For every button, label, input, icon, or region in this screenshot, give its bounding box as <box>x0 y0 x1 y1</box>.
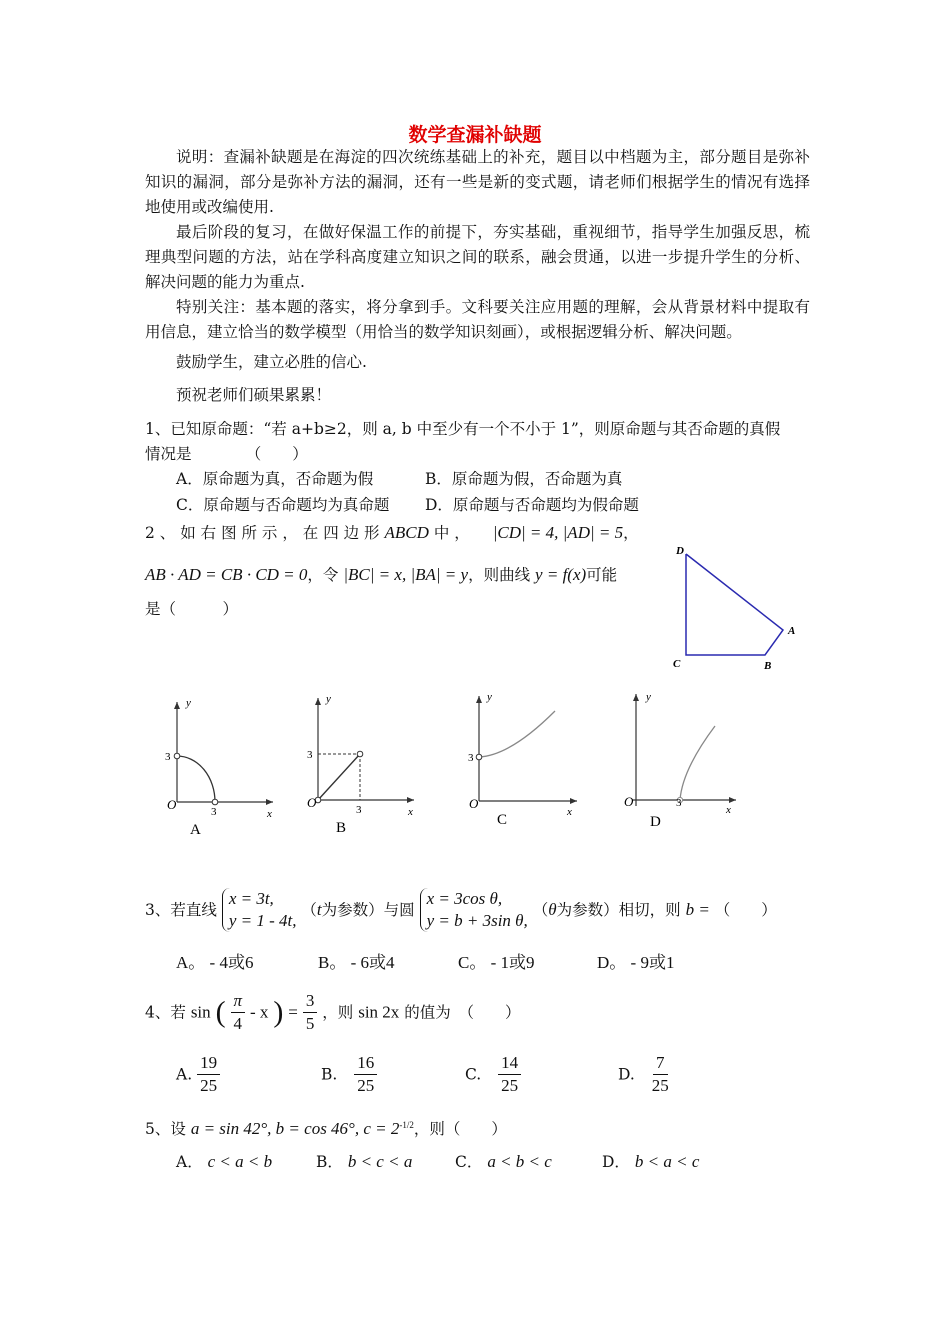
q3-ask: b = <box>685 900 710 919</box>
rising-curve <box>680 726 715 800</box>
tick-label: 3 <box>307 749 313 761</box>
vertex-a-label: A <box>788 625 796 637</box>
q4-sin2x: sin 2x <box>358 1002 400 1022</box>
q2-stem-line1 <box>145 522 639 544</box>
q3-line-eq-y: y = 1 - 4t, <box>228 911 297 930</box>
intro-paragraph-5: 预祝老师们硕果累累！ <box>176 386 332 404</box>
q4-option-d-den: 25 <box>651 1076 669 1095</box>
q1-option-c: C．原命题与否命题均为真命题 <box>176 496 390 514</box>
intro-paragraph-1: 说明：查漏补缺题是在海淀的四次统练基础上的补充，题目以中档题为主，部分题目是弥补知识的漏洞，部分是弥补方法的漏洞，还有一些是新的变式题，请老师们根据学生的情况有选择地使用或改编使用. <box>145 148 810 216</box>
q4-option-c-den: 25 <box>501 1076 519 1095</box>
q3-param-theta-var: θ <box>548 900 557 919</box>
q1-option-d: D．原命题与否命题均为假命题 <box>425 496 639 514</box>
y-axis-arrow <box>315 698 321 705</box>
rising-curve <box>479 711 555 757</box>
q3-param-theta-open: （ <box>532 901 549 919</box>
q4-lead: 4、若 <box>145 1003 186 1022</box>
q4-option-d-fraction <box>652 1052 669 1097</box>
quadrilateral-outline <box>686 554 783 655</box>
q1-option-b: B．原命题为假，否命题为真 <box>425 470 623 488</box>
q5-lead: 5、设 <box>145 1120 186 1139</box>
q4-value: 的值为 （ ） <box>404 1003 521 1022</box>
graph-label: A <box>190 822 201 838</box>
x-axis-arrow <box>729 797 736 803</box>
q2-stem-line3: 是（ ） <box>145 600 239 618</box>
q5-option-a-expr: c < a < b <box>207 1152 273 1171</box>
q4-sin: sin <box>190 1002 211 1022</box>
graph-option-c <box>455 686 590 836</box>
q4-option-a <box>176 1052 220 1097</box>
graph-option-a <box>155 690 280 840</box>
q4-option-a-num: 19 <box>197 1052 220 1075</box>
q5-exponent: -1/2 <box>399 1120 414 1130</box>
q3-param-theta-text: 为参数）相切，则 <box>556 901 681 919</box>
x-axis-arrow <box>407 797 414 803</box>
open-point <box>357 751 363 757</box>
q4-option-b-fraction <box>354 1052 377 1097</box>
q5-option-b <box>316 1151 412 1173</box>
q3-lead: 3、若直线 <box>145 901 217 919</box>
intro-paragraph-3: 特别关注：基本题的落实，将分拿到手。文科要关注应用题的理解，会从背景材料中提取有用信息，建立恰当的数学模型（用恰当的数学知识刻画），或根据逻辑分析、解决问题。 <box>145 298 810 341</box>
x-axis-label: x <box>567 806 572 818</box>
x-axis-label: x <box>408 806 413 818</box>
x-axis-arrow <box>570 798 577 804</box>
q4-option-d <box>618 1052 669 1097</box>
q3-param-t <box>301 901 414 919</box>
tick-label: 3 <box>676 797 682 809</box>
q4-stem: 4、若 sin ( $\frac{\pi}{4}$ - x ) = $\frac{3}{5}$ ，则 sin 2x 的值为 （ ） <box>145 991 521 1033</box>
q1-stem-line2: 情况是 （ ） <box>145 445 308 463</box>
q4-option-b <box>321 1052 377 1097</box>
vertex-c-label: C <box>673 658 681 670</box>
origin-label: O <box>307 795 317 810</box>
graph-label: B <box>336 820 347 836</box>
q4-pi: π <box>231 990 246 1013</box>
q2-mid: 中 ， <box>433 524 470 542</box>
y-axis-label: y <box>487 691 492 703</box>
q2-stem-line2 <box>145 564 617 586</box>
open-point <box>476 754 482 760</box>
x-axis-arrow <box>266 799 273 805</box>
q4-option-c <box>465 1052 521 1097</box>
q3-option-a: A。 - 4或6 <box>176 953 254 972</box>
q5-option-d-label: D． <box>602 1153 630 1171</box>
q4-option-a-fraction <box>197 1052 220 1097</box>
line-segment-curve <box>318 754 360 800</box>
q5-stem <box>145 1114 507 1140</box>
q5-option-a-label: A． <box>176 1153 203 1171</box>
q2-condition-2: AB · AD = CB · CD = 0 <box>145 565 308 584</box>
q3-option-c: C。 - 1或9 <box>458 953 535 972</box>
q3-option-d: D。 - 9或1 <box>597 953 675 972</box>
intro-paragraph-4: 鼓励学生，建立必胜的信心. <box>176 353 367 371</box>
graph-option-b <box>298 688 423 838</box>
q4-option-c-label: C. <box>465 1065 482 1084</box>
q3-circle-eq-y: y = b + 3sin θ, <box>426 911 528 930</box>
q4-option-d-num: 7 <box>653 1052 668 1075</box>
q3-stem <box>145 888 777 932</box>
tick-label: 3 <box>356 804 362 816</box>
q2-maybe: 可能 <box>586 566 618 584</box>
quadrilateral-figure <box>668 538 808 678</box>
q4-three-fifths <box>303 990 318 1035</box>
graph-option-d <box>612 684 747 834</box>
open-point <box>212 799 218 805</box>
q4-then: ，则 <box>322 1003 354 1022</box>
q3-line-system <box>222 888 297 932</box>
q4-option-b-den: 25 <box>357 1076 375 1095</box>
q4-option-d-label: D. <box>618 1065 635 1084</box>
vertex-d-label: D <box>676 545 684 557</box>
q4-four: 4 <box>233 1014 243 1033</box>
y-axis-arrow <box>633 694 639 701</box>
intro-paragraph-2: 最后阶段的复习，在做好保温工作的前提下，夯实基础，重视细节，指导学生加强反思，梳理典型问题的方法，站在学科高度建立知识之间的联系，融会贯通，以进一步提升学生的分析、解决问题的能力为重点. <box>145 223 810 291</box>
y-axis-arrow <box>174 702 180 709</box>
q5-option-d-expr: b < a < c <box>634 1152 700 1171</box>
q4-pi-over-4 <box>231 990 246 1035</box>
q5-expression: a = sin 42°, b = cos 46°, c = 2 <box>190 1119 400 1139</box>
q4-minus-x: - x <box>250 1002 269 1022</box>
q5-option-a <box>176 1151 272 1173</box>
x-axis-label: x <box>726 804 731 816</box>
q4-option-c-fraction <box>498 1052 521 1097</box>
q4-option-b-num: 16 <box>354 1052 377 1075</box>
q3-line-eq-x: x = 3t, <box>228 889 274 908</box>
y-axis-arrow <box>476 696 482 703</box>
quarter-arc-curve <box>177 756 215 802</box>
q4-option-a-label: A. <box>176 1065 193 1084</box>
q2-condition-1: |CD| = 4, |AD| = 5 <box>492 523 624 542</box>
q2-curve: y = f(x) <box>535 565 587 584</box>
q2-lead: 2 、 如 右 图 所 示 ， 在 四 边 形 <box>145 524 380 542</box>
y-axis-label: y <box>646 691 651 703</box>
q4-eq: = <box>288 1002 298 1022</box>
origin-label: O <box>167 797 177 812</box>
graph-label: D <box>650 814 661 830</box>
q2-let: ，令 <box>307 566 339 584</box>
q3-option-b: B。 - 6或4 <box>318 953 395 972</box>
vertex-b-label: B <box>764 660 772 672</box>
open-point <box>174 753 180 759</box>
graph-label: C <box>497 812 508 828</box>
page-title: 数学查漏补缺题 <box>408 124 542 146</box>
q1-option-a: A．原命题为真，否命题为假 <box>176 470 374 488</box>
origin-label: O <box>624 794 634 809</box>
x-axis-label: x <box>267 808 272 820</box>
tick-label: 3 <box>165 751 171 763</box>
q1-stem-line1: 1、已知原命题：“若 a+b≥2，则 a, b 中至少有一个不小于 1”，则原命题与其否命题的真假 <box>145 420 781 438</box>
origin-label: O <box>469 796 479 811</box>
q4-option-c-num: 14 <box>498 1052 521 1075</box>
q4-option-b-label: B. <box>321 1065 338 1084</box>
tick-label: 3 <box>211 806 217 818</box>
q5-option-c <box>455 1151 552 1173</box>
tick-label: 3 <box>468 752 474 764</box>
y-axis-label: y <box>326 693 331 705</box>
q3-paren: （ ） <box>714 901 777 919</box>
q3-param-theta <box>533 901 681 919</box>
q2-then: ，则曲线 <box>468 566 531 584</box>
q4-option-a-den: 25 <box>200 1076 218 1095</box>
q5-tail: ，则（ ） <box>413 1120 507 1139</box>
q3-param-t-open: （ <box>301 901 317 919</box>
q5-option-b-expr: b < c < a <box>347 1152 413 1171</box>
q5-option-b-label: B． <box>316 1153 343 1171</box>
q4-three: 3 <box>303 990 318 1013</box>
q5-option-d <box>602 1151 699 1173</box>
q2-condition-3: |BC| = x, |BA| = y <box>343 565 469 584</box>
q4-five: 5 <box>305 1014 315 1033</box>
y-axis-label: y <box>186 697 191 709</box>
q3-param-t-text: 为参数）与圆 <box>321 901 415 919</box>
q3-param-t-var: t <box>316 900 322 919</box>
q5-option-c-expr: a < b < c <box>487 1152 552 1171</box>
q2-comma: ， <box>623 524 639 542</box>
q5-option-c-label: C． <box>455 1153 483 1171</box>
q3-circle-eq-x: x = 3cos θ, <box>426 889 503 908</box>
q3-circle-system <box>420 888 528 932</box>
q2-quad-name: ABCD <box>384 523 429 542</box>
